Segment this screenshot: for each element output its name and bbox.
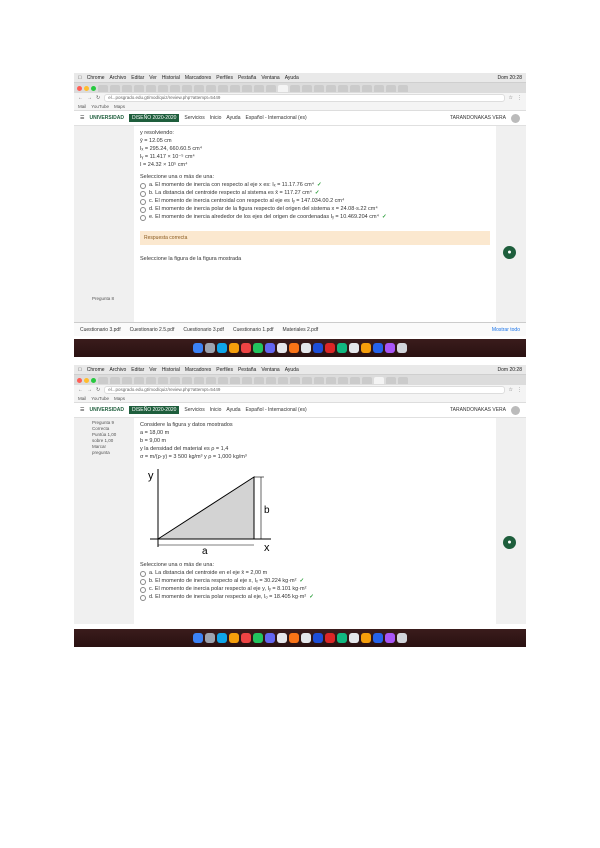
browser-tab[interactable] — [362, 377, 372, 384]
app-icon[interactable] — [325, 343, 335, 353]
site-logo[interactable]: UNIVERSIDAD — [89, 115, 124, 121]
bookmarks-bar — [74, 102, 526, 111]
app-icon[interactable] — [253, 633, 263, 643]
course-button[interactable]: DISEÑO 2020-2020 — [129, 406, 179, 414]
app-icon[interactable] — [385, 343, 395, 353]
site-header — [74, 403, 526, 418]
app-icon[interactable] — [241, 343, 251, 353]
browser-tab[interactable] — [206, 85, 216, 92]
browser-tab[interactable] — [110, 85, 120, 92]
clock: Dom 20:28 — [497, 74, 522, 81]
data-line: a = 18,00 m — [140, 430, 170, 436]
checkbox[interactable] — [140, 183, 146, 189]
browser-tab[interactable] — [146, 85, 156, 92]
menu-chrome[interactable]: Chrome — [83, 74, 101, 81]
star-icon[interactable]: ☆ — [508, 386, 513, 393]
browser-tab[interactable] — [254, 377, 264, 384]
app-icon[interactable] — [349, 343, 359, 353]
menu-archivo[interactable]: Archivo — [105, 74, 123, 81]
data-line: b = 9,00 m — [140, 438, 167, 444]
result-line: Iᵧ = 11.417 × 10⁻⁵ cm⁴ — [140, 154, 195, 160]
safari-icon[interactable] — [217, 633, 227, 643]
download-item[interactable]: Materiales 2.pdf — [282, 326, 319, 333]
question-panel — [134, 418, 496, 624]
browser-tab[interactable] — [218, 377, 228, 384]
app-icon[interactable] — [361, 633, 371, 643]
next-question-text: Seleccione la figura de la figura mostrada — [140, 256, 242, 262]
trash-icon[interactable] — [397, 633, 407, 643]
download-item[interactable]: Cuestionario 3.pdf — [183, 326, 224, 333]
app-icon[interactable] — [361, 343, 371, 353]
a-label: a — [202, 546, 208, 554]
browser-tab[interactable] — [206, 377, 216, 384]
launchpad-icon[interactable] — [205, 343, 215, 353]
mac-menu-bar — [74, 73, 526, 83]
check-icon: ✓ — [317, 182, 322, 188]
answer-option[interactable]: c. El momento de inercia polar respecto al eje y, Iᵧ = 8.101 kg·m² — [140, 585, 490, 593]
menu-ayuda[interactable]: Ayuda — [280, 366, 296, 373]
app-icon[interactable] — [349, 633, 359, 643]
menu-ver[interactable]: Ver — [145, 366, 154, 373]
scroll-fab-icon[interactable]: ● — [503, 536, 516, 549]
nav-language[interactable]: Español - Internacional (es) — [245, 115, 307, 121]
bookmarks-bar — [74, 394, 526, 403]
browser-tab[interactable] — [230, 85, 240, 92]
browser-tab[interactable] — [218, 85, 228, 92]
app-icon[interactable] — [277, 633, 287, 643]
browser-tab[interactable] — [158, 377, 168, 384]
app-icon[interactable] — [301, 343, 311, 353]
x-axis-label: x — [264, 542, 270, 554]
browser-tab[interactable] — [98, 85, 108, 92]
forward-icon[interactable]: → — [87, 386, 92, 393]
select-label: Seleccione una o más de una: — [140, 174, 214, 180]
app-icon[interactable] — [289, 633, 299, 643]
app-icon[interactable] — [277, 343, 287, 353]
browser-tab[interactable] — [98, 377, 108, 384]
browser-tab[interactable] — [266, 85, 276, 92]
mac-menu-bar — [74, 365, 526, 375]
checkbox[interactable] — [140, 579, 146, 585]
chrome-icon[interactable] — [229, 633, 239, 643]
browser-tab[interactable] — [350, 85, 360, 92]
app-icon[interactable] — [313, 633, 323, 643]
flag-question-link[interactable]: Marcar — [92, 444, 107, 449]
browser-tab[interactable] — [314, 85, 324, 92]
menu-perfiles[interactable]: Perfiles — [212, 366, 230, 373]
y-axis-label: y — [148, 470, 154, 482]
check-icon: ✓ — [299, 578, 305, 584]
browser-tab[interactable] — [338, 85, 348, 92]
browser-tab[interactable] — [170, 85, 180, 92]
feedback-correct: Respuesta correcta — [140, 231, 490, 245]
select-label: Seleccione una o más de una: — [140, 562, 214, 568]
answer-option[interactable]: a. El momento de inercia con respecto al eje x es: Iₓ = 11.17.76 cm⁴ ✓ — [140, 181, 490, 189]
bookmark-mail[interactable]: Mail — [78, 103, 87, 109]
browser-tab[interactable] — [194, 377, 204, 384]
menu-ventana[interactable]: Ventana — [257, 366, 276, 373]
resolving-label: y resolviendo: — [140, 130, 174, 136]
browser-tab[interactable] — [302, 85, 312, 92]
close-window-icon[interactable] — [77, 378, 82, 383]
quiz-content — [74, 418, 526, 624]
browser-tab[interactable] — [170, 377, 180, 384]
forward-icon[interactable]: → — [87, 94, 92, 101]
data-line: y la densidad del material es ρ = 1,4 — [140, 446, 229, 452]
mac-dock — [74, 629, 526, 647]
app-icon[interactable] — [289, 343, 299, 353]
site-header — [74, 111, 526, 126]
browser-tab[interactable] — [290, 85, 300, 92]
hamburger-icon[interactable]: ☰ — [80, 407, 85, 413]
clock: Dom 20:28 — [497, 366, 522, 373]
data-line: σ = m/(ρ·y) = 3 500 kg/m³ y ρ = 1,000 kg/m³ — [140, 454, 247, 460]
menu-archivo[interactable]: Archivo — [105, 366, 123, 373]
triangle-shape — [158, 477, 254, 539]
bookmark-youtube[interactable]: YouTube — [91, 103, 109, 109]
url-field[interactable]: el...posgrado.edu.gt/mod/quiz/review.php?attempt=5449 — [104, 94, 504, 102]
app-icon[interactable] — [301, 633, 311, 643]
app-icon[interactable] — [337, 633, 347, 643]
browser-tab[interactable] — [314, 377, 324, 384]
nav-ayuda[interactable]: Ayuda — [226, 115, 241, 121]
answer-option[interactable]: e. El momento de inercia alrededor de los ejes del origen de coordenadas Iᵧ = 10.469.204 cm⁴ ✓ — [140, 213, 490, 221]
app-icon[interactable] — [325, 633, 335, 643]
check-icon: ✓ — [309, 594, 314, 600]
browser-tab[interactable] — [254, 85, 264, 92]
address-bar-row — [74, 385, 526, 394]
download-item[interactable]: Cuestionario 3.pdf — [80, 326, 121, 333]
menu-pestana[interactable]: Pestaña — [234, 366, 253, 373]
nav-language[interactable]: Español - Internacional (es) — [245, 407, 307, 413]
browser-tab-active[interactable] — [278, 85, 288, 92]
answer-option[interactable]: b. El momento de inercia respecto al eje x, Iₓ = 30.224 kg·m² ✓ — [140, 577, 490, 585]
browser-tab[interactable] — [134, 377, 144, 384]
browser-tab[interactable] — [362, 85, 372, 92]
apple-icon[interactable] — [78, 367, 82, 373]
question-intro: Considere la figura y datos mostrados — [140, 422, 233, 428]
minimize-window-icon[interactable] — [84, 378, 89, 383]
site-logo[interactable]: UNIVERSIDAD — [89, 407, 124, 413]
reload-icon[interactable]: ↻ — [96, 94, 101, 101]
nav-inicio[interactable]: Inicio — [209, 407, 222, 413]
menu-marcadores[interactable]: Marcadores — [181, 366, 208, 373]
back-icon[interactable]: ← — [78, 94, 83, 101]
question-info: Pregunta 9 Correcta Puntúa 1,00 sobre 1,00 Marcar pregunta — [92, 420, 130, 456]
check-icon: ✓ — [381, 214, 387, 220]
app-icon[interactable] — [373, 633, 383, 643]
avatar[interactable] — [511, 406, 520, 415]
star-icon[interactable]: ☆ — [508, 94, 513, 101]
nav-inicio[interactable]: Inicio — [209, 115, 222, 121]
app-icon[interactable] — [265, 343, 275, 353]
menu-historial[interactable]: Historial — [158, 366, 177, 373]
answer-option[interactable]: a. La distancia del centroide en el eje x̄ = 2,00 m — [140, 569, 490, 577]
browser-tab[interactable] — [122, 377, 132, 384]
browser-tab[interactable] — [386, 85, 396, 92]
browser-tab[interactable] — [110, 377, 120, 384]
menu-dots-icon[interactable]: ⋮ — [517, 386, 522, 393]
checkbox[interactable] — [140, 191, 146, 197]
b-label: b — [264, 505, 270, 516]
answer-option[interactable]: b. La distancia del centroide respecto al sistema es x̄ = 117.27 cm⁴ ✓ — [140, 189, 490, 197]
browser-tab[interactable] — [398, 377, 408, 384]
checkbox[interactable] — [140, 207, 146, 213]
minimize-window-icon[interactable] — [84, 86, 89, 91]
scroll-fab-icon[interactable]: ● — [503, 246, 516, 259]
maximize-window-icon[interactable] — [91, 378, 96, 383]
menu-pestana[interactable]: Pestaña — [234, 74, 253, 81]
menu-ayuda[interactable]: Ayuda — [280, 74, 296, 81]
finder-icon[interactable] — [193, 633, 203, 643]
maximize-window-icon[interactable] — [91, 86, 96, 91]
check-icon: ✓ — [314, 190, 320, 196]
app-icon[interactable] — [337, 343, 347, 353]
browser-tab[interactable] — [266, 377, 276, 384]
browser-tab[interactable] — [350, 377, 360, 384]
url-field[interactable]: el...posgrado.edu.gt/mod/quiz/review.php?attempt=5449 — [104, 386, 504, 394]
chrome-icon[interactable] — [229, 343, 239, 353]
browser-tab[interactable] — [158, 85, 168, 92]
question-panel — [134, 126, 496, 322]
answer-option[interactable]: c. El momento de inercia centroidal con respecto al eje es Iᵧ = 147.034.00.2 cm⁴ — [140, 197, 490, 205]
browser-tab[interactable] — [194, 85, 204, 92]
user-name[interactable]: TARANDONAKAS VERA — [449, 115, 506, 121]
bookmark-mail[interactable]: Mail — [78, 395, 87, 401]
download-item[interactable]: Cuestionario 1.pdf — [232, 326, 274, 333]
tab-strip — [74, 375, 526, 385]
question-info: Pregunta 8 — [92, 296, 115, 301]
browser-tab[interactable] — [326, 85, 336, 92]
result-line: I = 24.32 × 10⁵ cm⁴ — [140, 162, 188, 168]
browser-tab[interactable] — [302, 377, 312, 384]
browser-tab[interactable] — [290, 377, 300, 384]
browser-tab[interactable] — [374, 85, 384, 92]
nav-servicios[interactable]: Servicios — [184, 115, 205, 121]
checkbox[interactable] — [140, 571, 146, 577]
browser-tab[interactable] — [230, 377, 240, 384]
launchpad-icon[interactable] — [205, 633, 215, 643]
menu-dots-icon[interactable]: ⋮ — [517, 94, 522, 101]
safari-icon[interactable] — [217, 343, 227, 353]
browser-tab[interactable] — [338, 377, 348, 384]
finder-icon[interactable] — [193, 343, 203, 353]
screenshot-2 — [74, 365, 526, 647]
app-icon[interactable] — [241, 633, 251, 643]
close-window-icon[interactable] — [77, 86, 82, 91]
browser-tab[interactable] — [278, 377, 288, 384]
result-line: Iₓ = 295.24, 660.60.5 cm⁴ — [140, 146, 203, 152]
browser-tab[interactable] — [122, 85, 132, 92]
course-button[interactable]: DISEÑO 2020-2020 — [129, 114, 179, 122]
nav-servicios[interactable]: Servicios — [184, 407, 205, 413]
menu-editar[interactable]: Editar — [127, 366, 141, 373]
app-icon[interactable] — [313, 343, 323, 353]
browser-tab[interactable] — [326, 377, 336, 384]
browser-tab[interactable] — [242, 85, 252, 92]
user-name[interactable]: TARANDONAKAS VERA — [449, 407, 506, 413]
answer-option[interactable]: d. El momento de inercia polar de la figura respecto del origen del sistema x = 24.08·s.22 cm⁴ — [140, 205, 490, 213]
browser-tab[interactable] — [182, 377, 192, 384]
download-item[interactable]: Cuestionario 2.5.pdf — [129, 326, 175, 333]
browser-tab[interactable] — [182, 85, 192, 92]
browser-tab[interactable] — [398, 85, 408, 92]
browser-tab-active[interactable] — [374, 377, 384, 384]
mac-dock — [74, 339, 526, 357]
bookmark-youtube[interactable]: YouTube — [91, 395, 109, 401]
nav-ayuda[interactable]: Ayuda — [226, 407, 241, 413]
browser-tab[interactable] — [146, 377, 156, 384]
checkbox[interactable] — [140, 587, 146, 593]
result-line: ȳ = 12.05 cm — [140, 138, 172, 144]
checkbox[interactable] — [140, 215, 146, 221]
checkbox[interactable] — [140, 199, 146, 205]
apple-icon[interactable] — [78, 75, 82, 81]
hamburger-icon[interactable]: ☰ — [80, 115, 85, 121]
browser-tab[interactable] — [242, 377, 252, 384]
back-icon[interactable]: ← — [78, 386, 83, 393]
app-icon[interactable] — [265, 633, 275, 643]
answer-option[interactable]: d. El momento de inercia polar respecto al eje, Iₒ = 18.405 kg·m² ✓ — [140, 593, 490, 601]
menu-editar[interactable]: Editar — [127, 74, 141, 81]
menu-marcadores[interactable]: Marcadores — [181, 74, 208, 81]
menu-perfiles[interactable]: Perfiles — [212, 74, 230, 81]
menu-ventana[interactable]: Ventana — [257, 74, 276, 81]
downloads-bar — [74, 322, 526, 336]
bookmark-maps[interactable]: Maps — [113, 395, 125, 401]
tab-strip — [74, 83, 526, 93]
app-icon[interactable] — [373, 343, 383, 353]
triangle-figure — [146, 467, 271, 554]
avatar[interactable] — [511, 114, 520, 123]
show-all-link[interactable]: Mostrar todo — [491, 326, 520, 333]
quiz-content — [74, 126, 526, 322]
reload-icon[interactable]: ↻ — [96, 386, 101, 393]
app-icon[interactable] — [385, 633, 395, 643]
browser-tab[interactable] — [134, 85, 144, 92]
checkbox[interactable] — [140, 595, 146, 601]
menu-ver[interactable]: Ver — [145, 74, 154, 81]
browser-tab[interactable] — [386, 377, 396, 384]
bookmark-maps[interactable]: Maps — [113, 103, 125, 109]
screenshot-1 — [74, 73, 526, 357]
address-bar-row — [74, 93, 526, 102]
app-icon[interactable] — [253, 343, 263, 353]
menu-chrome[interactable]: Chrome — [83, 366, 101, 373]
trash-icon[interactable] — [397, 343, 407, 353]
menu-historial[interactable]: Historial — [158, 74, 177, 81]
